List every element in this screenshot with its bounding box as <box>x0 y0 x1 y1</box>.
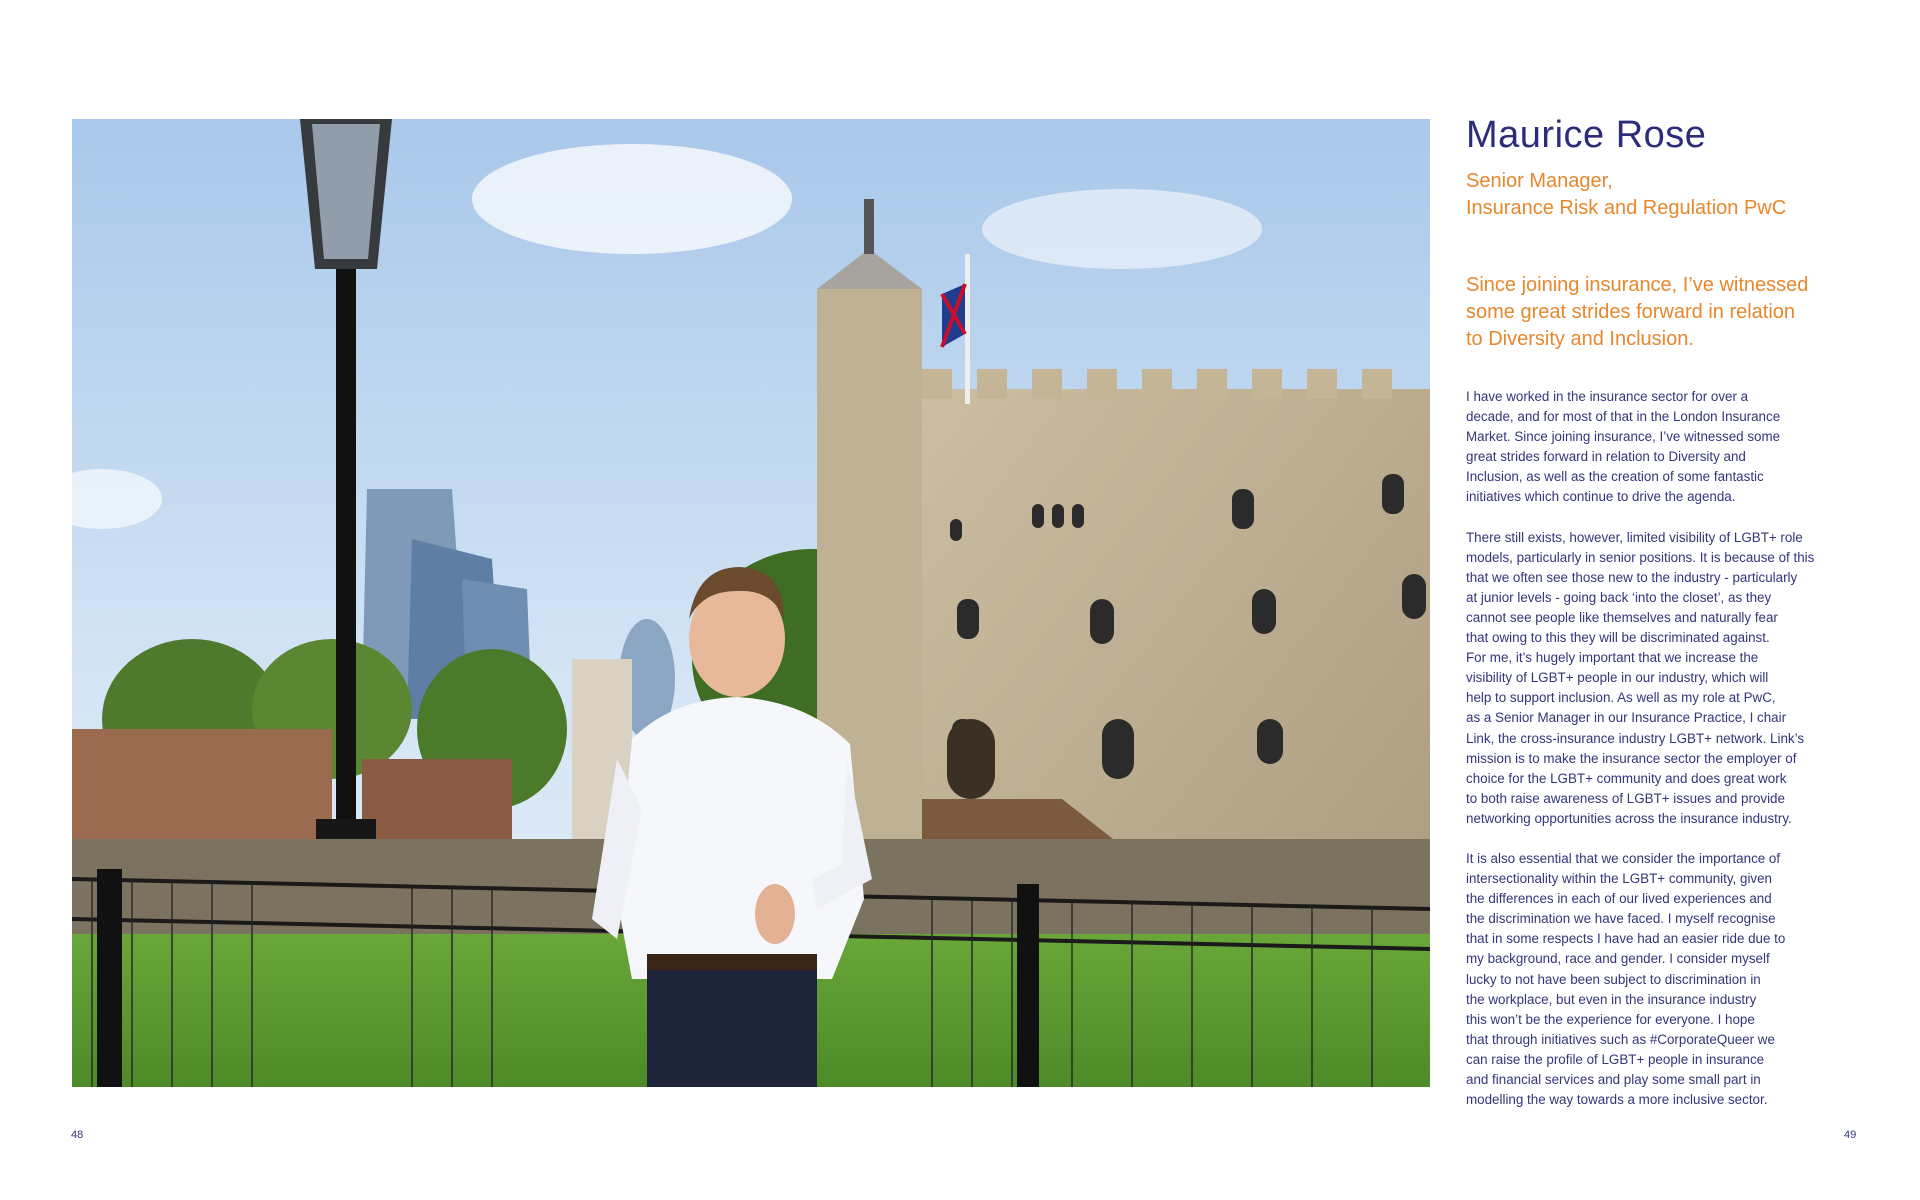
job-title-line-1: Senior Manager, <box>1466 170 1613 192</box>
page-number-left: 48 <box>71 1129 84 1141</box>
body-paragraph-2: There still exists, however, limited visibility of LGBT+ role models, particularly in senior positions. It is because of this that we often see those new to the industry - particularly at junior levels - going back ‘into the closet’, as they cannot see people like themselves and naturally fear that owing to this they will be discriminated against. For me, it’s hugely important that we increase the visibility of LGBT+ people in our industry, which will help to support inclusion. As well as my role at PwC, as a Senior Manager in our Insurance Practice, I chair Link, the cross-insurance industry LGBT+ network. Link’s mission is to make the insurance sector the employer of choice for the LGBT+ community and does great work to both raise awareness of LGBT+ issues and provide networking opportunities across the insurance industry. <box>1466 529 1815 826</box>
body-paragraph-1: I have worked in the insurance sector for over a decade, and for most of that in the London Insurance Market. Since joining insurance, I’ve witnessed some great strides forward in relation to Diversity and Inclusion, as well as the creation of some fantastic initiatives which continue to drive the agenda. <box>1466 389 1781 505</box>
person-name: Maurice Rose <box>1466 114 1707 156</box>
article-text-column <box>1466 112 1866 1130</box>
portrait-photo <box>72 119 1430 1087</box>
tower-of-london-photo <box>72 119 1430 1087</box>
page-number-right: 49 <box>1844 1129 1857 1141</box>
body-paragraph-3: It is also essential that we consider the importance of intersectionality within the LGBT+ community, given the differences in each of our lived experiences and the discrimination we have faced. I myself recognise that in some respects I have had an easier ride due to my background, race and gender. I consider myself lucky to not have been subject to discrimination in the workplace, but even in the insurance industry this won’t be the experience for everyone. I hope that through initiatives such as #CorporateQueer we can raise the profile of LGBT+ people in insurance and financial services and play some small part in modelling the way towards a more inclusive sector. <box>1466 850 1786 1108</box>
pull-quote: Since joining insurance, I’ve witnessed some great strides forward in relation to Diversity and Inclusion. <box>1466 274 1809 350</box>
job-title-line-2: Insurance Risk and Regulation PwC <box>1466 197 1787 219</box>
